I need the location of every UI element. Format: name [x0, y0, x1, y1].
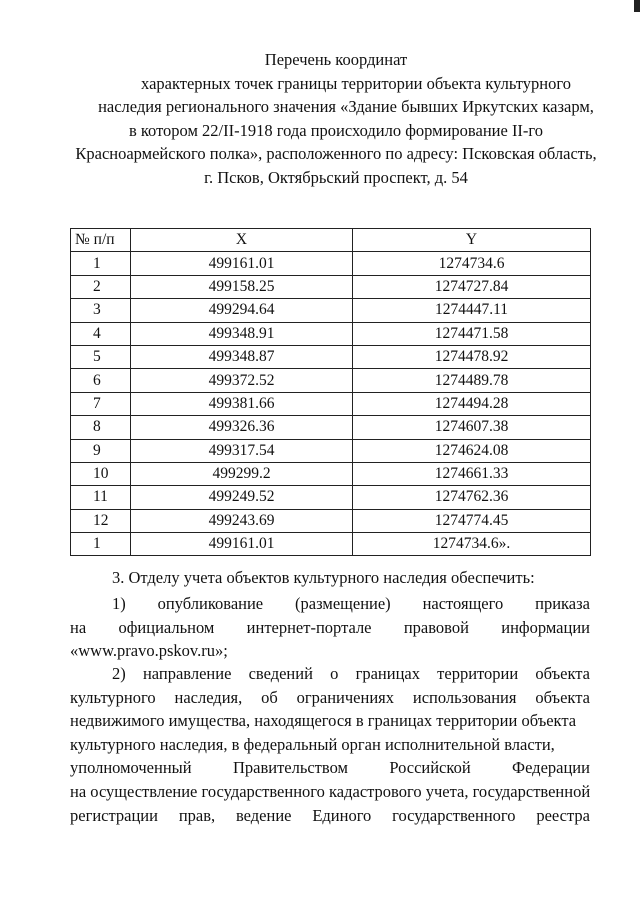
- word: территории: [437, 664, 519, 683]
- word: интернет-портале: [246, 617, 372, 637]
- word: культурного: [70, 687, 156, 707]
- word: (размещение): [295, 594, 391, 613]
- word: Российской: [389, 758, 471, 778]
- cell-x: 499381.66: [131, 392, 353, 415]
- cell-y: 1274489.78: [353, 369, 591, 392]
- table-row: [71, 345, 591, 368]
- word: наследия,: [174, 687, 243, 707]
- word: направление: [142, 664, 232, 683]
- word: объекта: [535, 687, 590, 707]
- coordinates-table: [70, 228, 591, 556]
- table-row: [71, 439, 591, 462]
- title-line: Красноармейского полка», расположенного по адресу: Псковская область,: [75, 144, 597, 164]
- header-number: № п/п: [71, 229, 131, 252]
- cell-y: 1274727.84: [353, 275, 591, 298]
- item-2-line-6: на осуществление государственного кадастрового учета, государственной: [70, 781, 591, 801]
- item-2-line-2: [70, 686, 590, 710]
- word: о: [330, 664, 339, 683]
- title-line: характерных точек границы территории объекта культурного: [141, 73, 571, 93]
- item-2-line-3: недвижимого имущества, находящегося в границах территории объекта: [70, 711, 577, 731]
- item-2-line-5: [70, 756, 590, 780]
- word: государственного: [392, 805, 516, 825]
- cell-x: 499372.52: [131, 369, 353, 392]
- header-x: X: [131, 229, 353, 252]
- cell-x: 499161.01: [131, 533, 353, 556]
- word: настоящего: [422, 594, 504, 613]
- cell-number: 8: [71, 416, 131, 439]
- word: использования: [412, 687, 517, 707]
- section-3-intro: 3. Отделу учета объектов культурного наследия обеспечить:: [112, 568, 535, 587]
- word: регистрации: [70, 805, 158, 825]
- cell-y: 1274478.92: [353, 345, 591, 368]
- word: приказа: [535, 594, 590, 613]
- word: об: [261, 687, 278, 707]
- word: сведений: [248, 664, 313, 683]
- table-row: [71, 486, 591, 509]
- word: Федерации: [512, 758, 590, 778]
- cell-x: 499348.87: [131, 345, 353, 368]
- cell-y: 1274661.33: [353, 462, 591, 485]
- cell-y: 1274607.38: [353, 416, 591, 439]
- item-1-line-3: «www.pravo.pskov.ru»;: [70, 641, 228, 661]
- word: 1): [112, 594, 126, 613]
- cell-x: 499158.25: [131, 275, 353, 298]
- table-row: [71, 252, 591, 275]
- cell-number: 6: [71, 369, 131, 392]
- cell-y: 1274734.6».: [353, 533, 591, 556]
- word: уполномоченный: [70, 758, 192, 778]
- cell-number: 11: [71, 486, 131, 509]
- document-title: [40, 48, 632, 190]
- cell-x: 499348.91: [131, 322, 353, 345]
- word: правовой: [403, 617, 469, 637]
- word: объекта: [535, 664, 590, 683]
- item-1-paragraph: [70, 592, 590, 663]
- title-line: в котором 22/II-1918 года происходило формирование II-го: [128, 120, 544, 140]
- cell-y: 1274447.11: [353, 299, 591, 322]
- word: Единого: [312, 805, 372, 825]
- title-line: Перечень координат: [264, 50, 408, 69]
- word: ведение: [235, 805, 292, 825]
- cell-x: 499326.36: [131, 416, 353, 439]
- header-y: Y: [353, 229, 591, 252]
- cell-number: 10: [71, 462, 131, 485]
- title-line: наследия регионального значения «Здание бывших Иркутских казарм,: [98, 97, 594, 117]
- scan-corner-mark: [634, 0, 640, 12]
- cell-y: 1274774.45: [353, 509, 591, 532]
- cell-x: 499249.52: [131, 486, 353, 509]
- cell-number: 5: [71, 345, 131, 368]
- table-row: [71, 416, 591, 439]
- cell-x: 499317.54: [131, 439, 353, 462]
- word: опубликование: [157, 594, 264, 613]
- cell-y: 1274494.28: [353, 392, 591, 415]
- table-row: [71, 533, 591, 556]
- word: Правительством: [232, 758, 348, 778]
- cell-x: 499243.69: [131, 509, 353, 532]
- word: границах: [355, 664, 420, 683]
- item-2-line-7: [70, 804, 590, 828]
- cell-number: 7: [71, 392, 131, 415]
- cell-number: 2: [71, 275, 131, 298]
- cell-y: 1274471.58: [353, 322, 591, 345]
- item-1-line-1: [70, 592, 590, 616]
- word: на: [70, 617, 87, 637]
- table-row: [71, 462, 591, 485]
- word: информации: [501, 617, 590, 637]
- cell-number: 12: [71, 509, 131, 532]
- table-row: [71, 392, 591, 415]
- cell-number: 4: [71, 322, 131, 345]
- table-row: [71, 509, 591, 532]
- cell-number: 3: [71, 299, 131, 322]
- item-1-line-2: [70, 616, 590, 640]
- cell-number: 1: [71, 252, 131, 275]
- table-row: [71, 369, 591, 392]
- table-header-row: [71, 229, 591, 252]
- cell-y: 1274624.08: [353, 439, 591, 462]
- cell-x: 499299.2: [131, 462, 353, 485]
- table-row: [71, 275, 591, 298]
- item-2-line-1: [70, 662, 590, 686]
- word: официальном: [118, 617, 215, 637]
- word: 2): [112, 664, 126, 683]
- word: прав,: [178, 805, 216, 825]
- item-2-paragraph: [70, 662, 590, 827]
- title-line: г. Псков, Октябрьский проспект, д. 54: [204, 167, 468, 187]
- cell-y: 1274762.36: [353, 486, 591, 509]
- table-row: [71, 299, 591, 322]
- cell-number: 9: [71, 439, 131, 462]
- cell-x: 499294.64: [131, 299, 353, 322]
- table-body: [71, 252, 591, 556]
- word: ограничениях: [296, 687, 394, 707]
- table-row: [71, 322, 591, 345]
- cell-x: 499161.01: [131, 252, 353, 275]
- item-2-line-4: культурного наследия, в федеральный орган исполнительной власти,: [70, 734, 555, 754]
- cell-y: 1274734.6: [353, 252, 591, 275]
- cell-number: 1: [71, 533, 131, 556]
- word: реестра: [536, 805, 590, 825]
